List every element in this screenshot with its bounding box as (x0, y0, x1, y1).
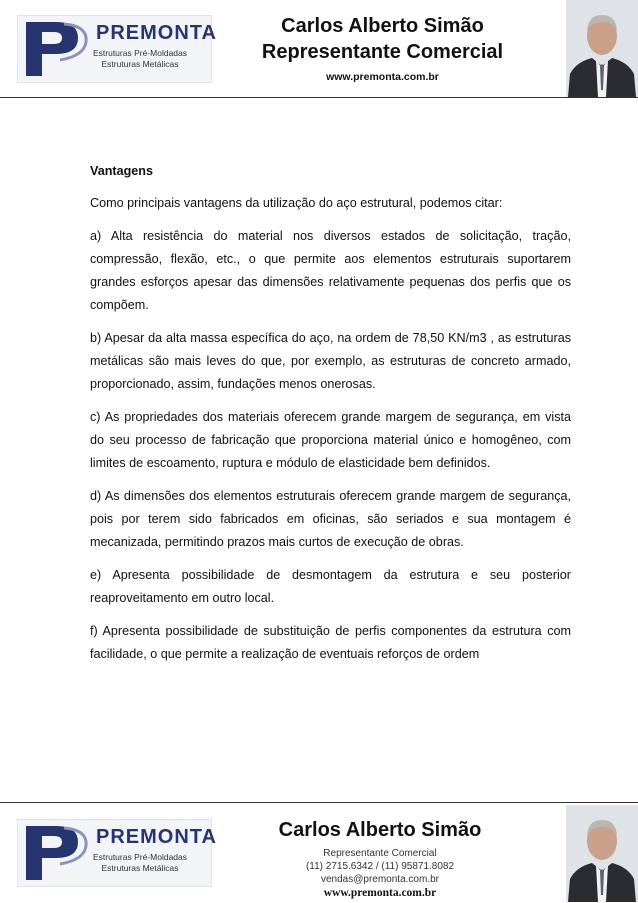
page-footer (0, 802, 638, 903)
header-divider (0, 97, 638, 98)
representative-name: Carlos Alberto Simão (278, 819, 482, 841)
representative-photo (566, 0, 638, 97)
website-link[interactable]: www.premonta.com.br (323, 887, 437, 899)
representative-role: Representante Comercial (323, 848, 437, 859)
premonta-logo (17, 819, 217, 887)
logo-tagline-line: Estruturas Pré-Moldadas (92, 48, 187, 58)
logo-brand-name: PREMONTA (96, 22, 217, 44)
header-contact (215, 14, 550, 84)
logo-tagline (88, 852, 192, 874)
section-heading: Vantagens (90, 164, 153, 178)
logo-tagline-line: Estruturas Metálicas (101, 863, 179, 873)
logo-tagline-line: Estruturas Pré-Moldadas (92, 852, 187, 862)
advantage-item: f) Apresenta possibilidade de substituição de perfis componentes da estrutura com facilidade, o que permite a realização de eventuais reforços de ordem (90, 624, 571, 661)
advantage-item: a) Alta resistência do material nos diversos estados de solicitação, tração, compressão, flexão, etc., o que permite aos elementos estruturais suportarem grandes esforços apesar das dimensões relativamente pequenas dos perfis que os compõem. (90, 229, 571, 312)
website-link[interactable]: www.premonta.com.br (326, 71, 439, 83)
premonta-p-mark-icon (20, 820, 92, 884)
representative-photo (566, 805, 638, 902)
premonta-logo (17, 15, 217, 83)
advantage-item: b) Apesar da alta massa específica do aço, na ordem de 78,50 KN/m3 , as estruturas metálicas são mais leves do que, por exemplo, as estruturas de concreto armado, proporcionado, assim, fundações menos onerosas. (90, 331, 571, 391)
page-header (0, 0, 638, 97)
document-body (90, 160, 571, 676)
representative-role: Representante Comercial (261, 41, 504, 63)
advantage-item: c) As propriedades dos materiais oferecem grande margem de segurança, em vista do seu processo de fabricação que proporciona material único e homogêneo, com limites de escoamento, ruptura e módulo de elasticidade bem definidos. (90, 410, 571, 470)
email-link[interactable]: vendas@premonta.com.br (321, 874, 439, 885)
footer-contact (260, 817, 500, 901)
logo-brand-name: PREMONTA (96, 826, 217, 848)
premonta-p-mark-icon (20, 16, 92, 80)
phone-numbers: (11) 2715.6342 / (11) 95871.8082 (305, 861, 455, 872)
representative-name: Carlos Alberto Simão (281, 15, 484, 37)
person-portrait-icon (566, 0, 638, 97)
logo-tagline (88, 48, 192, 70)
advantage-item: d) As dimensões dos elementos estruturais oferecem grande margem de segurança, pois por terem sido fabricados em oficinas, são seriados e sua montagem é mecanizada, permitindo prazos mais curtos de execução de obras. (90, 489, 571, 549)
person-portrait-icon (566, 805, 638, 902)
advantage-item: e) Apresenta possibilidade de desmontagem da estrutura e seu posterior reaproveitamento em outro local. (90, 568, 571, 605)
logo-tagline-line: Estruturas Metálicas (101, 59, 179, 69)
intro-paragraph: Como principais vantagens da utilização do aço estrutural, podemos citar: (90, 196, 503, 210)
